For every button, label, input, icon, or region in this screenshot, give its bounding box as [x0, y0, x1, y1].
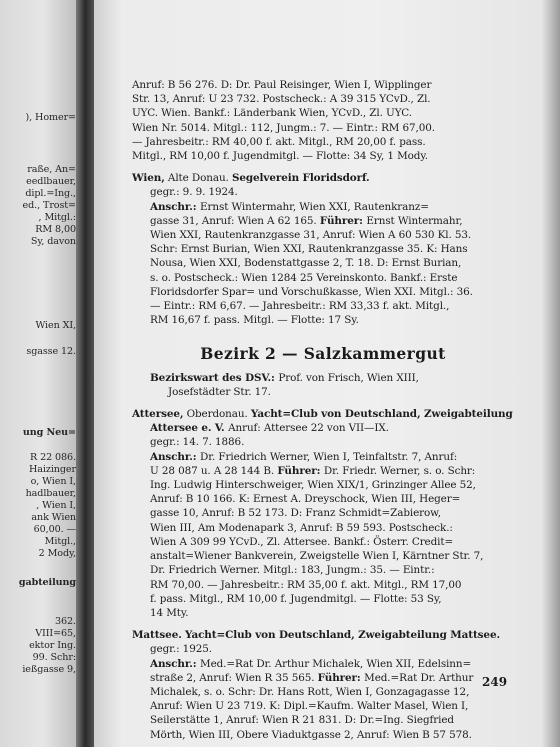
left-page-fragment: ießgasse 9, [22, 664, 76, 675]
left-page-fragment: Mitgl., [44, 536, 76, 547]
entry-text: gegr.: 9. 9. 1924. [150, 186, 238, 199]
directory-text [94, 78, 552, 747]
bold-label: Segelverein Floridsdorf. [231, 172, 370, 185]
bold-label: Anschr.: [150, 200, 201, 213]
entry-text: Oberdonau. [186, 408, 251, 421]
entry-text: Ernst Wintermahr, [366, 214, 463, 227]
left-page [0, 0, 78, 747]
entry-text: RM 70,00. — Jahresbeitr.: RM 35,00 f. akt. Mitgl., RM 17,00 [150, 578, 462, 591]
entry-line [150, 699, 536, 713]
entry-text: Floridsdorfer Spar= und Vorschußkasse, Wien XXI. Mitgl.: 36. [150, 285, 473, 298]
entry-text: Schr: Ernst Burian, Wien XXI, Rautenkranzgasse 35. K: Hans [150, 243, 468, 256]
bold-label: Yacht=Club von Deutschland, Zweigabteilung Mattsee. [184, 629, 500, 642]
entry-text: Dr. Friedr. Werner, s. o. Schr: [323, 464, 476, 477]
entry-text: U 28 087 u. A 28 144 B. [150, 464, 278, 477]
entry-text: Anruf: Wien U 23 719. K: Dipl.=Kaufm. Walter Masel, Wien I, [150, 700, 469, 713]
entry-line [150, 285, 536, 299]
entry-line [150, 657, 536, 671]
entry-text: Seilerstätte 1, Anruf: Wien R 21 831. D: Dr.=Ing. Siegfried [150, 714, 454, 727]
bold-label: Führer: [319, 214, 367, 227]
bold-label: Anschr.: [150, 450, 201, 463]
entry-text: gegr.: 1925. [150, 643, 212, 656]
left-page-fragment: Sy, davon [30, 236, 76, 247]
entry-location: Wien, [132, 172, 165, 185]
entry-line [150, 464, 536, 478]
entry-text: 14 Mty. [150, 606, 189, 619]
left-page-fragment: 99. Schr: [32, 652, 76, 663]
entry-line [150, 592, 536, 606]
left-page-fragment: eedlbauer, [26, 176, 76, 187]
club-entry [94, 171, 552, 327]
entry-line [150, 563, 536, 577]
entry-line [132, 407, 536, 421]
entry-text: s. o. Postscheck.: Wien 1284 25 Vereinskonto. Bankf.: Erste [150, 271, 458, 284]
entry-line [150, 713, 536, 727]
left-page-fragment: 2 Mody, [38, 548, 76, 559]
bold-label: Bezirkswart des DSV.: [150, 371, 279, 384]
left-page-fragment: gabteilung [18, 577, 76, 588]
entry-text: Wien III, Am Modenapark 3, Anruf: B 59 593. Postscheck.: [150, 521, 453, 534]
left-page-fragment: dipl.=Ing., [25, 188, 76, 199]
entry-line [150, 578, 536, 592]
entry-text: Anruf: Attersee 22 von VII—IX. [228, 422, 389, 435]
left-page-fragment: VIII=65, [35, 628, 76, 639]
entry-line [150, 671, 536, 685]
entry-line [150, 492, 536, 506]
entry-line [150, 642, 536, 656]
left-page-fragment: 362. [55, 616, 76, 627]
left-page-fragment: RM 8,00 [35, 224, 76, 235]
club-entry [94, 407, 552, 620]
bold-label: Yacht=Club von Deutschland, Zweigabteilung [250, 408, 513, 421]
entry-text: Michalek, s. o. Schr: Dr. Hans Rott, Wien I, Gonzagagasse 12, [150, 685, 470, 698]
entry-text: Wien XXI, Rautenkranzgasse 31, Anruf: Wien A 60 530 Kl. 53. [150, 229, 472, 242]
entry-text: Josefstädter Str. 17. [168, 385, 271, 398]
entry-line [150, 313, 536, 327]
bold-label: Führer: [317, 671, 365, 684]
entry-text: gegr.: 14. 7. 1886. [150, 436, 245, 449]
book-gutter [76, 0, 96, 747]
entry-line [132, 135, 536, 149]
entry-text: — Jahresbeitr.: RM 40,00 f. akt. Mitgl., RM 20,00 f. pass. [132, 135, 426, 148]
entry-text: Ernst Wintermahr, Wien XXI, Rautenkranz= [200, 200, 429, 213]
entry-line [150, 299, 536, 313]
left-page-fragment: ), Homer= [25, 112, 76, 123]
entry-line [132, 106, 536, 120]
entry-text: straße 2, Anruf: Wien R 35 565. [150, 671, 318, 684]
entry-line [132, 628, 536, 642]
entry-line [150, 535, 536, 549]
left-page-fragment: Haizinger [29, 464, 76, 475]
entry-text: f. pass. Mitgl., RM 10,00 f. Jugendmitgl. — Flotte: 53 Sy, [150, 592, 442, 605]
bold-label: Führer: [277, 464, 324, 477]
entry-line [168, 385, 536, 399]
left-page-fragment: , Wien I, [36, 500, 76, 511]
entry-text: Nousa, Wien XXI, Bodenstattgasse 2, T. 18. D: Ernst Burian, [150, 257, 462, 270]
left-page-fragment: ung Neu= [22, 427, 76, 438]
left-page-fragment: raße, An= [27, 164, 76, 175]
entry-text: RM 16,67 f. pass. Mitgl. — Flotte: 17 Sy. [150, 314, 359, 327]
entry-line [150, 521, 536, 535]
left-page-fragment: o, Wien I, [30, 476, 76, 487]
entry-line [150, 506, 536, 520]
entry-line [150, 256, 536, 270]
entry-line [150, 478, 536, 492]
entry-text: Str. 13, Anruf: U 23 732. Postscheck.: A 39 315 YCvD., Zl. [132, 93, 431, 106]
entry-text: UYC. Wien. Bankf.: Länderbank Wien, YCvD., Zl. UYC. [132, 107, 412, 120]
left-page-fragment: Wien XI, [35, 320, 76, 331]
page-number: 249 [482, 675, 508, 689]
entry-text: Wien A 309 99 YCvD., Zl. Attersee. Bankf.: Österr. Credit= [150, 535, 454, 548]
district-warden [94, 371, 552, 399]
entry-location: Mattsee. [132, 629, 182, 642]
entry-line [150, 371, 536, 385]
left-page-fragment: hadlbauer, [25, 488, 76, 499]
section-heading: Bezirk 2 — Salzkammergut [200, 344, 446, 364]
entry-text: gasse 10, Anruf: B 52 173. D: Franz Schmidt=Zabierow, [150, 507, 441, 520]
bold-label: Attersee e. V. [150, 422, 229, 435]
entry-line [150, 435, 536, 449]
entry-line [150, 228, 536, 242]
entry-text: Wien Nr. 5014. Mitgl.: 112, Jungm.: 7. — Eintr.: RM 67,00. [132, 121, 435, 134]
entry-line [150, 242, 536, 256]
entry-line [132, 92, 536, 106]
entry-text: Ing. Ludwig Hinterschweiger, Wien XIX/1, Grinzinger Allee 52, [150, 479, 476, 492]
entry-text: Med.=Rat Dr. Arthur Michalek, Wien XII, Edelsinn= [200, 657, 472, 670]
left-page-fragment: , Mitgl.: [38, 212, 76, 223]
entry-text: Mitgl., RM 10,00 f. Jugendmitgl. — Flotte: 34 Sy, 1 Mody. [132, 150, 428, 163]
entry-location: Attersee, [132, 408, 184, 421]
club-entry [94, 78, 552, 163]
entry-line [150, 728, 536, 742]
left-page-fragment: ed., Trost= [22, 200, 76, 211]
left-page-fragment: R 22 086. [30, 452, 76, 463]
entry-line [150, 606, 536, 620]
entry-line [150, 214, 536, 228]
entry-text: Dr. Friedrich Werner, Wien I, Teinfaltstr. 7, Anruf: [200, 450, 458, 463]
entry-line [132, 171, 536, 185]
right-page [94, 0, 560, 747]
entry-line [150, 549, 536, 563]
entry-line [132, 78, 536, 92]
entry-text: Med.=Rat Dr. Arthur [364, 671, 474, 684]
bold-label: Anschr.: [150, 657, 201, 670]
left-page-fragment: ektor Ing. [29, 640, 76, 651]
entry-line [132, 121, 536, 135]
entry-text: Mörth, Wien III, Obere Viaduktgasse 2, Anruf: Wien B 57 578. [150, 728, 472, 741]
entry-line [132, 149, 536, 163]
left-page-fragment: ank Wien [31, 512, 76, 523]
entry-text: Dr. Friedrich Werner. Mitgl.: 183, Jungm.: 35. — Eintr.: [150, 564, 435, 577]
entry-text: Alte Donau. [167, 172, 232, 185]
entry-line [150, 185, 536, 199]
entry-text: Anruf: B 10 166. K: Ernest A. Dreyschock, Wien III, Heger= [150, 493, 461, 506]
entry-line [150, 421, 536, 435]
entry-text: anstalt=Wiener Bankverein, Zweigstelle Wien I, Kärntner Str. 7, [150, 550, 484, 563]
entry-text: gasse 31, Anruf: Wien A 62 165. [150, 214, 320, 227]
entry-line [150, 271, 536, 285]
entry-text: Anruf: B 56 276. D: Dr. Paul Reisinger, Wien I, Wipplinger [132, 79, 432, 91]
left-page-fragment: 60,00. — [33, 524, 76, 535]
entry-line [150, 685, 536, 699]
entry-text: — Eintr.: RM 6,67. — Jahresbeitr.: RM 33,33 f. akt. Mitgl., [150, 300, 450, 313]
left-page-fragment: sgasse 12. [26, 346, 76, 357]
entry-line [150, 200, 536, 214]
entry-text: Prof. von Frisch, Wien XIII, [278, 371, 419, 384]
entry-line [150, 450, 536, 464]
